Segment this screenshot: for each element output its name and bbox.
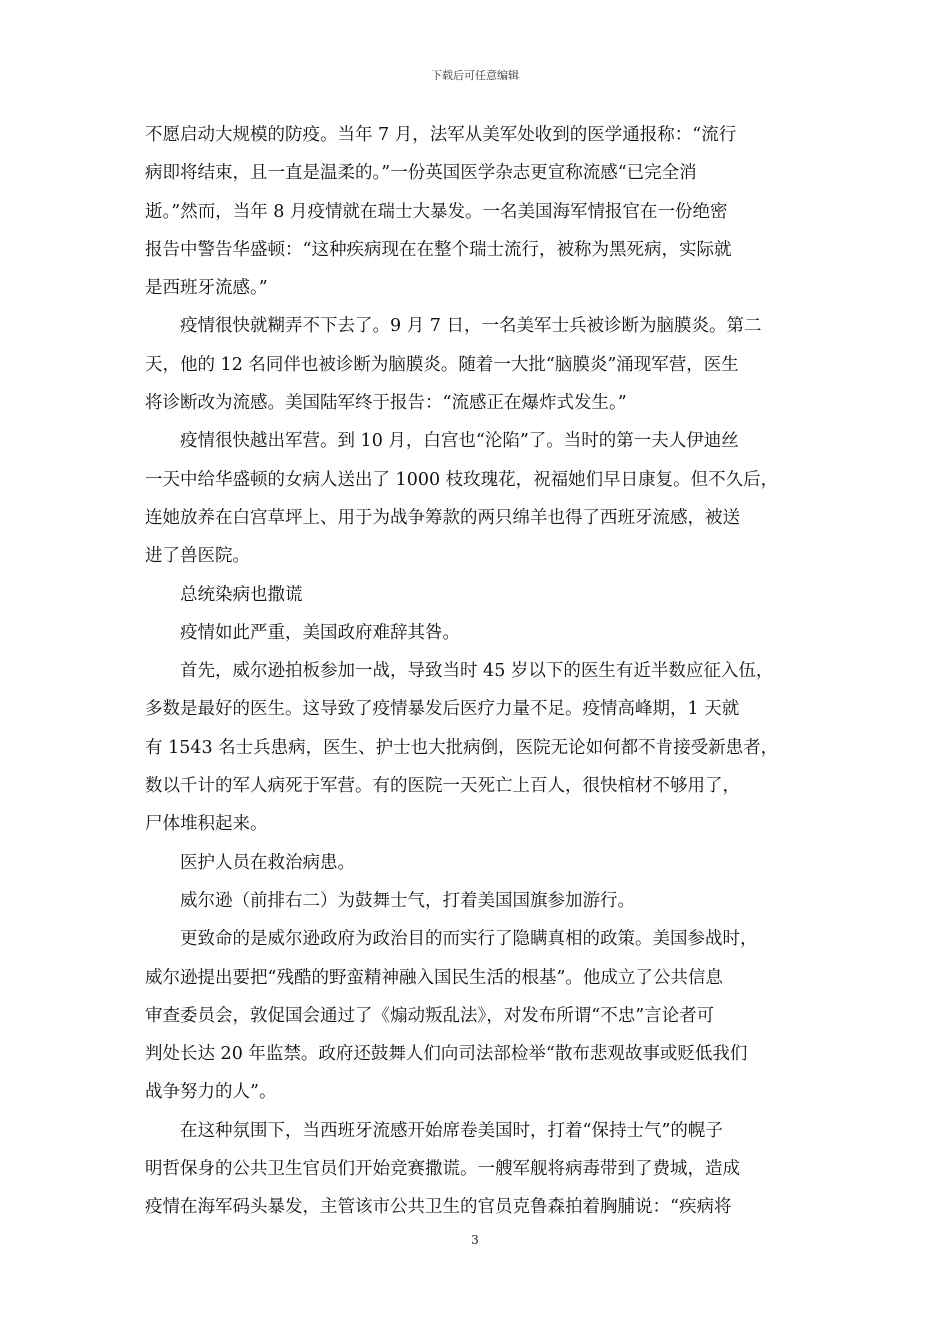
page-header: 下载后可任意编辑 xyxy=(431,69,519,82)
text-line: 判处长达 20 年监禁。政府还鼓舞人们向司法部检举“散布悲观故事或贬低我们 xyxy=(145,1044,748,1065)
text-line: 疫情很快越出军营。到 10 月，白宫也“沦陷”了。当时的第一夫人伊迪丝 xyxy=(145,431,739,452)
text-line: 逝。”然而，当年 8 月疫情就在瑞士大暴发。一名美国海军情报官在一份绝密 xyxy=(145,201,728,222)
text-line: 疫情在海军码头暴发，主管该市公共卫生的官员克鲁森拍着胸脯说：“疾病将 xyxy=(145,1197,732,1218)
document-body xyxy=(145,116,807,1227)
text-line: 病即将结束，且一直是温柔的。”一份英国医学杂志更宣称流感“已完全消 xyxy=(145,163,697,184)
text-line: 是西班牙流感。” xyxy=(145,278,268,299)
text-line: 报告中警告华盛顿：“这种疾病现在在整个瑞士流行，被称为黑死病，实际就 xyxy=(145,239,732,260)
text-line: 有 1543 名士兵患病，医生、护士也大批病倒，医院无论如何都不肯接受新患者， xyxy=(145,737,779,758)
image-caption: 威尔逊（前排右二）为鼓舞士气，打着美国国旗参加游行。 xyxy=(145,890,635,911)
text-line: 进了兽医院。 xyxy=(145,546,250,567)
text-line: 连她放养在白宫草坪上、用于为战争筹款的两只绵羊也得了西班牙流感，被送 xyxy=(145,507,740,528)
text-line: 天，他的 12 名同伴也被诊断为脑膜炎。随着一大批“脑膜炎”涌现军营，医生 xyxy=(145,354,739,375)
text-line: 威尔逊提出要把“残酷的野蛮精神融入国民生活的根基”。他成立了公共信息 xyxy=(145,967,723,988)
page-number: 3 xyxy=(471,1233,479,1247)
text-line: 首先，威尔逊拍板参加一战，导致当时 45 岁以下的医生有近半数应征入伍， xyxy=(145,661,774,682)
text-line: 数以千计的军人病死于军营。有的医院一天死亡上百人，很快棺材不够用了， xyxy=(145,776,740,797)
image-caption: 医护人员在救治病患。 xyxy=(145,852,355,873)
text-line: 疫情如此严重，美国政府难辞其咎。 xyxy=(145,622,460,643)
text-line: 不愿启动大规模的防疫。当年 7 月，法军从美军处收到的医学通报称：“流行 xyxy=(145,125,737,145)
text-line: 战争努力的人”。 xyxy=(145,1082,277,1103)
text-line: 明哲保身的公共卫生官员们开始竞赛撒谎。一艘军舰将病毒带到了费城，造成 xyxy=(145,1159,740,1180)
text-line: 多数是最好的医生。这导致了疫情暴发后医疗力量不足。疫情高峰期，1 天就 xyxy=(145,699,740,720)
text-line: 更致命的是威尔逊政府为政治目的而实行了隐瞒真相的政策。美国参战时， xyxy=(145,929,758,950)
text-line: 将诊断改为流感。美国陆军终于报告：“流感正在爆炸式发生。” xyxy=(145,393,627,414)
section-heading: 总统染病也撒谎 xyxy=(145,584,303,605)
text-line: 在这种氛围下，当西班牙流感开始席卷美国时，打着“保持士气”的幌子 xyxy=(145,1120,723,1141)
text-line: 一天中给华盛顿的女病人送出了 1000 枝玫瑰花，祝福她们早日康复。但不久后， xyxy=(145,469,779,490)
text-line: 审查委员会，敦促国会通过了《煽动叛乱法》，对发布所谓“不忠”言论者可 xyxy=(145,1005,715,1026)
text-line: 尸体堆积起来。 xyxy=(145,814,268,835)
text-line: 疫情很快就糊弄不下去了。9 月 7 日，一名美军士兵被诊断为脑膜炎。第二 xyxy=(145,316,762,337)
